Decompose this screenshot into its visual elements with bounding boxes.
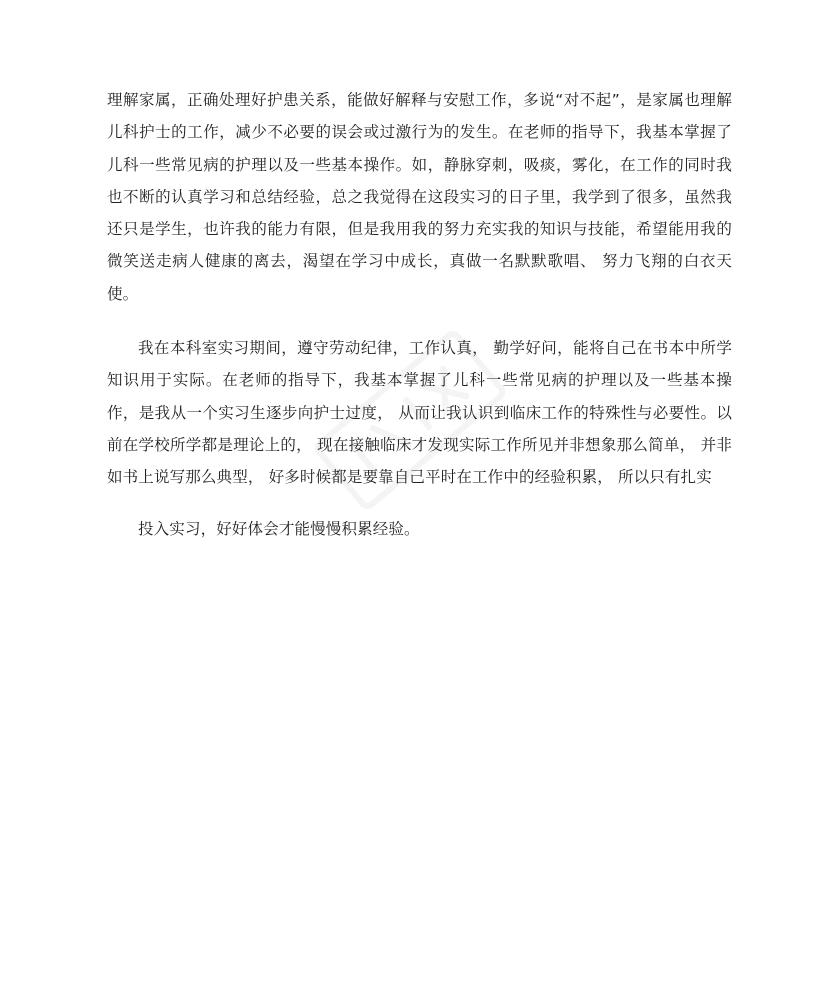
paragraph-3: 投入实习，好好体会才能慢慢积累经验。 [138, 519, 420, 538]
document-body [107, 84, 732, 545]
paragraph-1: 理解家属，正确处理好护患关系，能做好解释与安慰工作，多说“对不起”，是家属也理解儿科护士的工作，减少不必要的误会或过激行为的发生。在老师的指导下，我基本掌握了儿科一些常见病的护理以及一些基本操作。如，静脉穿刺，吸痰，雾化，在工作的同时我也不断的认真学习和总结经验，总之我觉得在这段实习的日子里，我学到了很多，虽然我还只是学生，也许我的能力有限，但是我用我的努力充实我的知识与技能，希望能用我的微笑送走病人健康的离去，渴望在学习中成长，真做一名默默歌唱、 努力飞翔的白衣天使。 [107, 91, 732, 303]
paragraph-2: 我在本科室实习期间，遵守劳动纪律，工作认真， 勤学好问，能将自己在书本中所学知识用于实际。在老师的指导下，我基本掌握了儿科一些常见病的护理以及一些基本操作，是我从一个实习生逐步向护士过度， 从而让我认识到临床工作的特殊性与必要性。以前在学校所学都是理论上的， 现在接触临床才发现实际工作所见并非想象那么简单， 并非如书上说写那么典型， 好多时候都是要靠自己平时在工作中的经验积累， 所以只有扎实 [107, 339, 732, 487]
